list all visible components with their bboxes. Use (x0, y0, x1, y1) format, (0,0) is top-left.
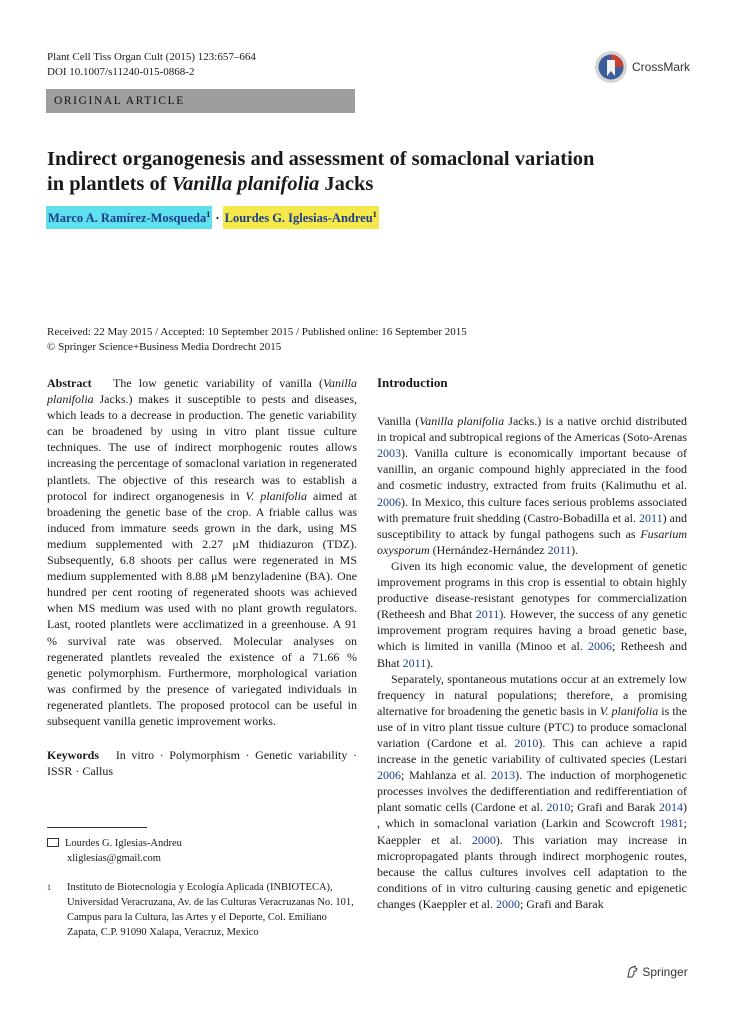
article-title (47, 147, 687, 197)
intro-p2-text: Given its high economic value, the development of genetic improvement programs in this crop is essential to obtain highly productive disease-resistant genotypes for commercialization (Retheesh and Bhat (377, 558, 687, 622)
author-list (46, 210, 379, 226)
intro-p1-species: Vanilla planifolia (419, 414, 505, 429)
introduction-column (377, 375, 687, 912)
abstract-column (47, 375, 357, 779)
intro-p2-text: ). However, the success of any genetic improvement program requires having a broad genetic base, which is limited in vanilla (Minoo et al. (377, 607, 687, 654)
keywords (47, 747, 357, 779)
intro-paragraph-3 (377, 671, 687, 912)
intro-paragraph-1 (377, 413, 687, 558)
citation-link[interactable]: 2000 (495, 896, 520, 911)
citation-link[interactable]: 2003 (377, 446, 401, 461)
intro-p3-text: ; Grafi and Barak (519, 896, 604, 911)
envelope-icon (47, 838, 59, 847)
intro-p3-text: ; Kaeppler et al. (377, 816, 687, 847)
publisher-name: Springer (642, 965, 688, 979)
intro-p2-text: ; Retheesh and Bhat (377, 639, 687, 670)
citation-link[interactable]: 2011 (639, 510, 663, 525)
citation-link[interactable]: 2011 (475, 607, 500, 622)
author-1-name: Marco A. Ramírez-Mosqueda (48, 211, 207, 226)
intro-p3-text: ). This can achieve a rapid increase in the genetic variability of cultivated species (Lestari (377, 735, 687, 767)
citation-link[interactable]: 2006 (377, 494, 401, 509)
citation-link[interactable]: 2010 (514, 735, 539, 750)
author-2-name: Lourdes G. Iglesias-Andreu (224, 211, 373, 226)
intro-p1-species: Fusarium oxysporum (377, 526, 687, 557)
citation-link[interactable]: 2011 (547, 542, 572, 557)
intro-p3-species: V. planifolia (599, 703, 659, 718)
publication-dates (47, 325, 467, 355)
intro-p1-text: ) and susceptibility to attack by fungal pathogens such as (377, 510, 688, 541)
abstract-text-2: Jacks.) makes it susceptible to pests and diseases, which leads to a decrease in production. The genetic variability can be broadened by using in vitro plant tissue culture techniques. The use of indirect morphogenic routes allows increasing the percentage of somaclonal variation in regenerated plantlets. The objective of this research was to establish a protocol for indirect organogenesis in (47, 392, 357, 503)
intro-p3-text: ). The induction of morphogenetic processes involves the dedifferentiation and redifferentiation of plant somatic cells (Cardone et al. (377, 768, 687, 815)
affiliation-text: Instituto de Biotecnología y Ecología Aplicada (INBIOTECA), Universidad Veracruzana, Av. de las Culturas Veracruzanas No. 101, Campus para la Cultura, las Artes y el Deporte, Col. Emiliano Zapata, C.P. 91090 Xalapa, Veracruz, Mexico (67, 882, 354, 938)
springer-horse-icon (626, 965, 639, 978)
abstract-text-3: aimed at broadening the genetic base of the crop. A friable callus was induced from immature seeds grown in the dark, using MS medium supplemented with 2.27 μM thidiazuron (TDZ). Subsequently, 6.8 shoots per callus were regenerated in MS medium supplemented with 8.88 μM benzyladenine (BA). One hundred per cent rooting of regenerated shoots was achieved when MS medium was used with no plant growth regulators. Last, rooted plantlets were acclimatized in a greenhouse. A 91 % survival rate was observed. Molecular analyses on regenerated plantlets revealed the existence of a 71.66 % genetic polymorphism. Furthermore, morphological variation was confirmed by the presence of variegated individuals in regenerated plantlets. The proposed protocol can be useful in subsequent vanilla genetic improvement works. (47, 488, 358, 728)
author-1-affiliation: 1 (206, 210, 211, 219)
correspondence-name: Lourdes G. Iglesias-Andreu (65, 838, 182, 849)
citation-link[interactable]: 2013 (491, 768, 516, 783)
doi-line: DOI 10.1007/s11240-015-0868-2 (47, 66, 195, 78)
correspondence-name-line (47, 836, 357, 851)
intro-p3-text: ). This variation may increase in micropropagated plants through indirect morphogenic routes, because the callus cultures involves cell adaptation to the conditions of in vitro culturing causing genetic and epigenetic changes (Kaeppler et al. (377, 832, 688, 911)
publisher-logo (626, 965, 688, 979)
abstract-text-1: The low genetic variability of vanilla ( (113, 376, 323, 390)
abstract-species-1: Vanilla planifolia (47, 376, 357, 407)
keywords-text: In vitro · Polymorphism · Genetic variability · ISSR · Callus (47, 748, 357, 779)
citation-link[interactable]: 2011 (402, 655, 427, 670)
introduction-heading: Introduction (377, 375, 448, 390)
intro-p3-text: ) , which in somaclonal variation (Larkin and Scowcroft (377, 800, 687, 831)
intro-p3-text: Separately, spontaneous mutations occur at an extremely low frequency in natural populations; therefore, a promising alternative for broadening the genetic basis in (377, 671, 687, 718)
correspondence (47, 836, 357, 866)
intro-paragraph-2 (377, 558, 687, 671)
citation-link[interactable]: 2006 (377, 768, 401, 783)
abstract-label: Abstract (47, 376, 92, 390)
author-separator: · (212, 211, 223, 226)
intro-p1-text: (Hernández-Hernández (429, 542, 548, 557)
title-line-2 (47, 172, 687, 197)
journal-citation (47, 50, 256, 80)
copyright-line: © Springer Science+Business Media Dordrecht 2015 (47, 341, 282, 353)
title-line-1: Indirect organogenesis and assessment of somaclonal variation (47, 148, 595, 170)
citation-link[interactable]: 2006 (588, 639, 612, 654)
citation-link[interactable]: 2000 (471, 832, 496, 847)
affiliation-number: 1 (47, 883, 51, 892)
intro-p1-text: Jacks.) is a native orchid distributed in tropical and subtropical regions of the Americas (Soto-Arenas (377, 414, 687, 445)
dates-line: Received: 22 May 2015 / Accepted: 10 September 2015 / Published online: 16 September 2015 (47, 326, 467, 338)
intro-p1-text: ). (571, 542, 579, 557)
citation-link[interactable]: 1981 (659, 816, 684, 831)
affiliation (47, 880, 357, 940)
footnote-rule (47, 827, 147, 828)
intro-p1-text: Vanilla ( (377, 414, 420, 429)
title-line-2-suffix: Jacks (319, 173, 374, 195)
title-line-2-prefix: in plantlets of (47, 173, 172, 195)
keywords-label: Keywords (47, 748, 99, 763)
intro-p3-text: ; Grafi and Barak (570, 800, 659, 815)
crossmark-icon (594, 50, 628, 84)
author-2[interactable] (223, 206, 379, 229)
crossmark-label: CrossMark (632, 60, 691, 74)
author-1[interactable] (46, 206, 212, 229)
intro-p3-text: is the use of in vitro plant tissue culture (PTC) to produce somaclonal variation (Cardone et al. (377, 703, 687, 750)
intro-p2-text: ). (426, 655, 434, 670)
journal-line: Plant Cell Tiss Organ Cult (2015) 123:657–664 (47, 51, 256, 63)
intro-p1-text: ). In Mexico, this culture faces serious problems associated with premature fruit shedding (Castro-Bobadilla et al. (377, 494, 687, 525)
intro-p1-text: ). Vanilla culture is economically important because of vanillin, an organic compound highly appreciated in the food and cosmetic industry, extracted from fruits (Kalimuthu et al. (377, 446, 687, 493)
abstract-species-2: V. planifolia (245, 488, 307, 503)
abstract (47, 375, 357, 729)
intro-p3-text: ; Mahlanza et al. (401, 768, 492, 783)
author-2-affiliation: 1 (372, 210, 377, 219)
correspondence-email[interactable]: xliglesias@gmail.com (67, 853, 161, 864)
article-type-banner: ORIGINAL ARTICLE (46, 89, 355, 113)
citation-link[interactable]: 2010 (546, 800, 571, 815)
citation-link[interactable]: 2014 (659, 800, 683, 815)
crossmark-badge[interactable] (594, 50, 714, 86)
title-species: Vanilla planifolia (171, 173, 320, 195)
